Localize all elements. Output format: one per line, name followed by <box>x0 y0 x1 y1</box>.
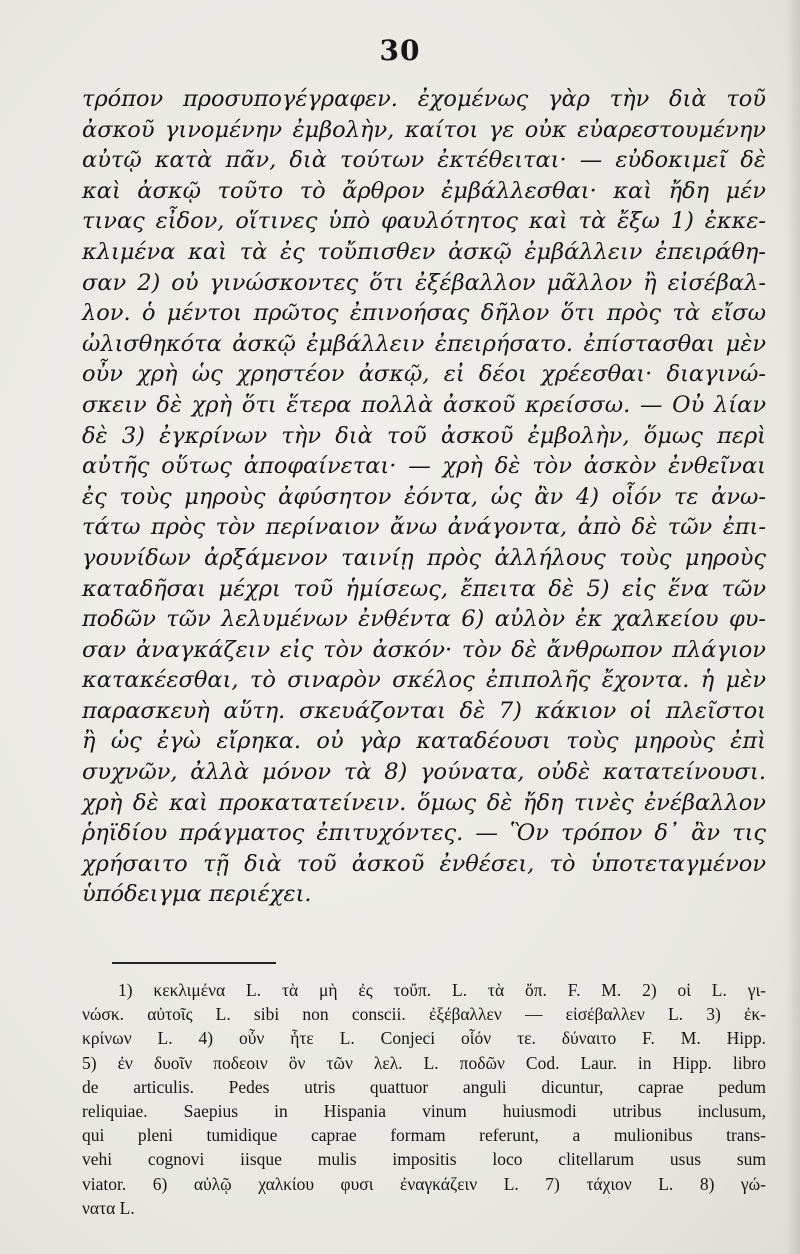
text-line: ἐς τοὺς μηροὺς ἀφύσητον ἐόντα, ὡς ἂν 4) οἷόν τε ἀνω- <box>82 483 766 510</box>
text-line: χρήσαιτο τῇ διὰ τοῦ ἀσκοῦ ἐνθέσει, τὸ ὑποτεταγμένον <box>82 850 766 877</box>
text-line: ἀσκοῦ γινομένην ἐμβολὴν, καίτοι γε οὐκ εὐαρεστουμένην <box>82 116 766 143</box>
footnote-line: viator. 6) αὐλῷ χαλκίου φυσι ἐναγκάζειν L. 7) τάχιον L. 8) γώ- <box>82 1173 766 1194</box>
text-line: λον. ὁ μέντοι πρῶτος ἐπινοήσας δῆλον ὅτι πρὸς τὰ εἴσω <box>82 300 766 327</box>
text-line: καὶ ἀσκῷ τοῦτο τὸ ἄρθρον ἐμβάλλεσθαι· καὶ ἤδη μέν <box>82 177 766 204</box>
text-line: σαν ἀναγκάζειν εἰς τὸν ἀσκόν· τὸν δὲ ἄνθρωπον πλάγιον <box>82 636 766 663</box>
footnote-line: νώσκ. αὐτοῖς L. sibi non conscii. ἐξέβαλλεν — εἰσέβαλλεν L. 3) ἐκ- <box>82 1004 766 1025</box>
text-line: χρὴ δὲ καὶ προκατατείνειν. ὅμως δὲ ἤδη τινὲς ἐνέβαλλον <box>82 789 766 816</box>
text-line: τάτω πρὸς τὸν περίναιον ἄνω ἀνάγοντα, ἀπὸ δὲ τῶν ἐπι- <box>82 514 766 541</box>
footnote-line: κρίνων L. 4) οὖν ἧτε L. Conjeci οἷόν τε. δύναιτο F. M. Hipp. <box>82 1028 766 1049</box>
text-line: κλιμένα καὶ τὰ ἐς τοὔπισθεν ἀσκῷ ἐμβάλλειν ἐπειράθη- <box>82 238 766 265</box>
text-line: ὠλισθηκότα ἀσκῷ ἐμβάλλειν ἐπειρήσατο. ἐπίστασθαι μὲν <box>82 330 766 357</box>
footnotes <box>82 978 766 1220</box>
footnote-line: 1) κεκλιμένα L. τὰ μὴ ἐς τοὔπ. L. τὰ ὄπ. F. M. 2) οἱ L. γι- <box>118 980 766 1000</box>
text-line: δὲ 3) ἐγκρίνων τὴν διὰ τοῦ ἀσκοῦ ἐμβολὴν, ὅμως περὶ <box>82 422 766 449</box>
text-line: ἢ ὡς ἐγὼ εἴρηκα. οὐ γὰρ καταδέουσι τοὺς μηροὺς ἐπὶ <box>82 728 766 755</box>
text-line: συχνῶν, ἀλλὰ μόνον τὰ 8) γούνατα, οὐδὲ κατατείνουσι. <box>82 759 766 786</box>
text-line: τινας εἶδον, οἵτινες ὑπὸ φαυλότητος καὶ τὰ ἔξω 1) ἐκκε- <box>82 208 766 235</box>
page-number: 30 <box>379 34 421 67</box>
text-line: καταδῆσαι μέχρι τοῦ ἡμίσεως, ἔπειτα δὲ 5) εἰς ἕνα τῶν <box>82 575 766 602</box>
text-line: οὖν χρὴ ὡς χρηστέον ἀσκῷ, εἰ δέοι χρέεσθαι· διαγινώ- <box>82 361 766 388</box>
footnote-line: qui pleni tumidique caprae formam referunt, a mulionibus trans- <box>82 1125 766 1146</box>
text-line: γουνίδων ἀρξάμενον ταινίῃ πρὸς ἀλλήλους τοὺς μηροὺς <box>82 544 766 571</box>
footnote-line: 5) ἐν δυοῖν ποδεοιν ὃν τῶν λελ. L. ποδῶν Cod. Laur. in Hipp. libro <box>82 1052 766 1073</box>
page-edge-shadow <box>786 0 800 1254</box>
text-line: ῥηϊδίου πράγματος ἐπιτυχόντες. — Ὃν τρόπον δ᾽ ἂν τις <box>82 820 766 847</box>
text-line: ὑπόδειγμα περιέχει. <box>82 881 312 908</box>
text-line: κατακέεσθαι, τὸ σιναρὸν σκέλος ἐπιπολῆς ἔχοντα. ἡ μὲν <box>82 667 766 694</box>
footnote-line: de articulis. Pedes utris quattuor anguli dicuntur, caprae pedum <box>82 1076 766 1097</box>
text-line: αὐτῷ κατὰ πᾶν, διὰ τούτων ἐκτέθειται· — εὐδοκιμεῖ δὲ <box>82 147 766 174</box>
text-line: παρασκευὴ αὕτη. σκευάζονται δὲ 7) κάκιον οἱ πλεῖστοι <box>82 697 766 724</box>
text-line: αὐτῆς οὕτως ἀποφαίνεται· — χρὴ δὲ τὸν ἀσκὸν ἐνθεῖναι <box>82 453 766 480</box>
footnote-separator <box>112 962 276 964</box>
main-text <box>82 84 766 910</box>
footnote-line: reliquiae. Saepius in Hispania vinum huiusmodi utribus inclusum, <box>82 1100 766 1121</box>
footnote-line: νατα L. <box>82 1197 135 1218</box>
footnote-line: vehi cognovi iisque mulis impositis loco clitellarum usus sum <box>82 1149 766 1170</box>
text-line: σαν 2) οὐ γινώσκοντες ὅτι ἐξέβαλλον μᾶλλον ἢ εἰσέβαλ- <box>82 269 766 296</box>
text-line: ποδῶν τῶν λελυμένων ἐνθέντα 6) αὐλὸν ἐκ χαλκείου φυ- <box>82 606 766 633</box>
text-line: τρόπον προσυπογέγραφεν. ἐχομένως γὰρ τὴν διὰ τοῦ <box>82 86 766 112</box>
text-line: σκειν δὲ χρὴ ὅτι ἕτερα πολλὰ ἀσκοῦ κρείσσω. — Οὐ λίαν <box>82 391 766 418</box>
